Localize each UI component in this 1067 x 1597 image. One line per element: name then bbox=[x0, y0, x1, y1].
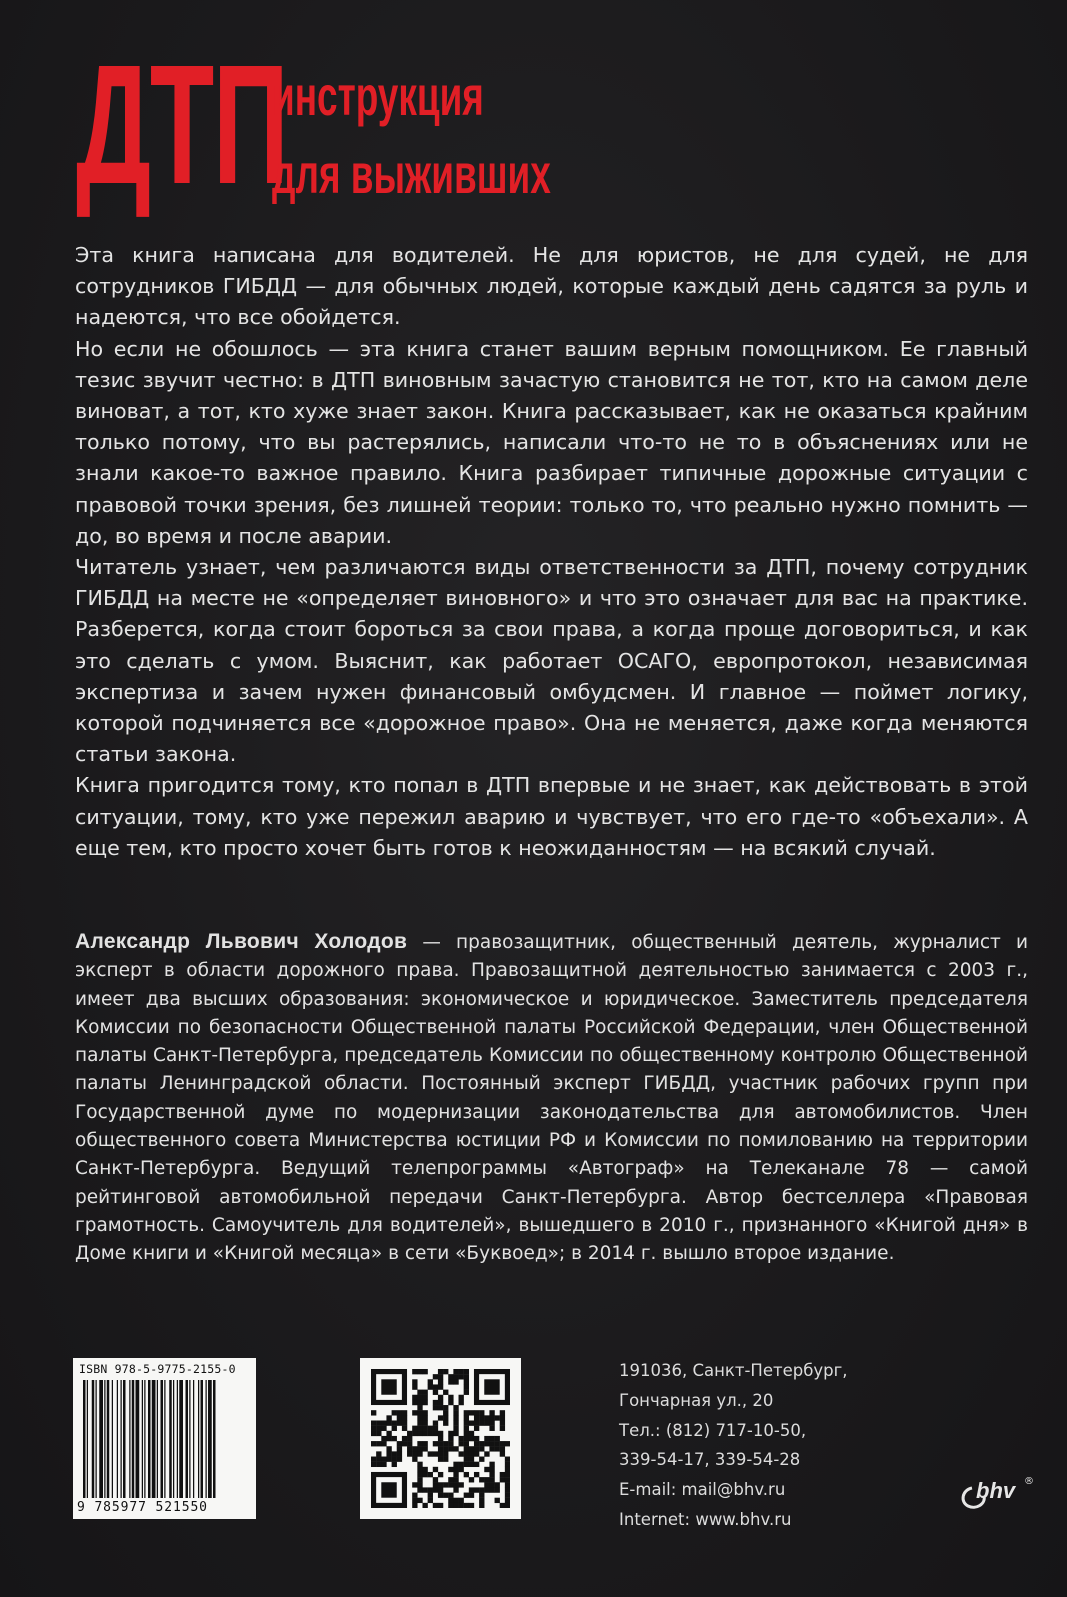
author-bio-text: — правозащитник, общественный деятель, журналист и эксперт в области дорожного права. Правозащитной деятельностью занимается с 2003 г., имеет два высших образования: экономическое и юридическое. Заместитель председателя Комиссии по безопасности Общественной палаты Российской Федерации, член Общественной палаты Санкт-Петербурга, председатель Комиссии по общественному контролю Общественной палаты Ленинградской области. Постоянный эксперт ГИБДД, участник рабочих групп при Государственной думе по модернизации законодательства для автомобилистов. Член общественного совета Министерства юстиции РФ и Комиссии по помилованию на территории Санкт-Петербурга. Ведущий телепрограммы «Автограф» на Телеканале 78 — самой рейтинговой автомобильной передачи Санкт-Петербурга. Автор бестселлера «Правовая грамотность. Самоучитель для водителей», вышедшего в 2010 г., признанного «Книгой дня» в Доме книги и «Книгой месяца» в сети «Буквоед»; в 2014 г. вышло второе издание. bbox=[75, 932, 1028, 1265]
contact-website: Internet: www.bhv.ru bbox=[619, 1509, 792, 1529]
logo-text: bhv bbox=[976, 1478, 1016, 1503]
annotation-paragraph-3: Читатель узнает, чем различаются виды ответственности за ДТП, почему сотрудник ГИБДД на месте не «определяет виновного» и что это означает для вас на практике. Разберется, когда стоит бороться за свои права, а когда проще договориться, и как это сделать с умом. Выяснит, как работает ОСАГО, европротокол, независимая экспертиза и зачем нужен финансовый омбудсмен. И главное — поймет логику, которой подчиняется все «дорожное право». Она не меняется, даже когда меняются статьи закона. bbox=[75, 555, 1028, 767]
contact-line: 339-54-17, 339-54-28 bbox=[619, 1450, 801, 1470]
title-main: ДТП bbox=[76, 30, 288, 220]
annotation bbox=[75, 240, 1028, 864]
publisher-contacts bbox=[619, 1356, 919, 1535]
title-line-1: инструкция bbox=[272, 64, 484, 127]
isbn-barcode bbox=[73, 1358, 256, 1519]
qr-code bbox=[360, 1358, 521, 1519]
contact-line: Гончарная ул., 20 bbox=[619, 1390, 774, 1410]
contact-line: 191036, Санкт-Петербург, bbox=[619, 1361, 848, 1380]
bhv-logo-icon bbox=[958, 1468, 1038, 1512]
qr-code-icon bbox=[371, 1369, 510, 1508]
contact-line: Тел.: (812) 717-10-50, bbox=[619, 1420, 807, 1440]
title-line-2: для выживших bbox=[272, 142, 551, 205]
barcode-bars bbox=[83, 1380, 246, 1498]
logo-registered-mark: ® bbox=[1024, 1476, 1034, 1487]
title-block bbox=[76, 30, 636, 220]
barcode-digits: 9 785977 521550 bbox=[77, 1500, 208, 1515]
isbn-text: ISBN 978-5-9775-2155-0 bbox=[79, 1362, 236, 1376]
author-name: Александр Львович Холодов bbox=[75, 930, 408, 953]
annotation-paragraph-4: Книга пригодится тому, кто попал в ДТП впервые и не знает, как действовать в этой ситуации, тому, кто уже пережил аварию и чувствует, что его где-то «объехали». А еще тем, кто просто хочет быть готов к неожиданностям — на всякий случай. bbox=[75, 773, 1028, 860]
contact-email: E-mail: mail@bhv.ru bbox=[619, 1480, 786, 1500]
annotation-paragraph-2: Но если не обошлось — эта книга станет вашим верным помощником. Ее главный тезис звучит честно: в ДТП виновным зачастую становится не тот, кто на самом деле виноват, а тот, кто хуже знает закон. Книга рассказывает, как не оказаться крайним только потому, что вы растерялись, написали что-то не то в объяснениях или не знали какое-то важное правило. Книга разбирает типичные дорожные ситуации с правовой точки зрения, без лишней теории: только то, что реально нужно помнить — до, во время и после аварии. bbox=[75, 336, 1028, 548]
annotation-paragraph-1: Эта книга написана для водителей. Не для юристов, не для судей, не для сотрудников ГИБДД — для обычных людей, которые каждый день садятся за руль и надеются, что все обойдется. bbox=[75, 243, 1028, 330]
author-bio bbox=[75, 928, 1028, 1269]
